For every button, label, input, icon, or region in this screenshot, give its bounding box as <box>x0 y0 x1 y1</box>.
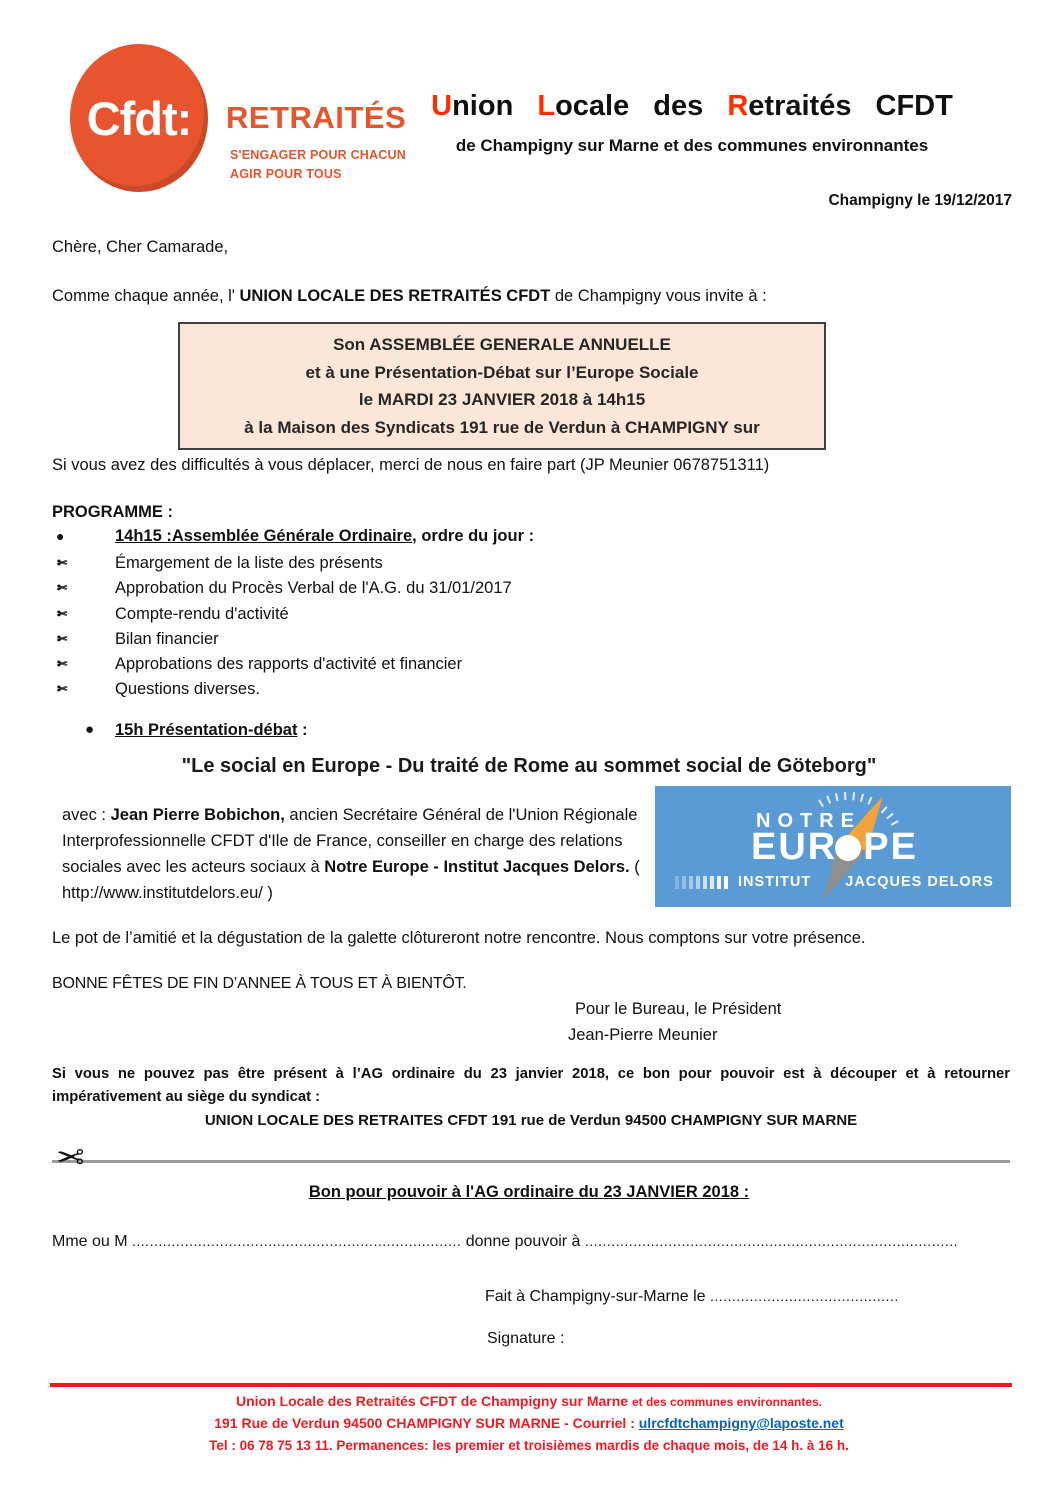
title-part: ocale <box>555 90 630 122</box>
list-item-text: Approbation du Procès Verbal de l'A.G. du 31/01/2017 <box>115 579 512 598</box>
ne-logo-pe: PE <box>863 826 918 868</box>
speaker-part: ancien Secrétaire Général de l'Union Régionale Interprofessionnelle CFDT d'Ile de France, conseiller en charge des relations sociales avec les acteurs sociaux à <box>62 806 638 877</box>
invitation-line-2: et à une Présentation-Débat sur l’Europe Sociale <box>305 362 699 382</box>
list-item-text: Émargement de la liste des présents <box>115 554 383 572</box>
programme-item-title: 15h Présentation-débat <box>115 721 298 739</box>
coupon-signature-label: Signature : <box>487 1330 565 1347</box>
coupon-title: Bon pour pouvoir à l'AG ordinaire du 23 JANVIER 2018 : <box>308 1183 750 1201</box>
footer-line-3: Tel : 06 78 75 13 11. Permanences: les premier et troisièmes mardis de chaque mois, de 14 h. à 16 h. <box>209 1438 849 1453</box>
closing-greetings-line: BONNE FÊTES DE FIN D’ANNEE À TOUS ET À BIENTÔT. <box>52 975 467 992</box>
list-item-text: Compte-rendu d'activité <box>115 604 289 623</box>
list-item <box>52 551 952 576</box>
footer-divider <box>50 1383 1012 1387</box>
invitation-box <box>178 322 826 450</box>
programme-item-title: 14h15 :Assemblée Générale Ordinaire <box>115 527 413 545</box>
detach-return-address: UNION LOCALE DES RETRAITES CFDT 191 rue de Verdun 94500 CHAMPIGNY SUR MARNE <box>204 1112 858 1129</box>
ne-logo-eur: EUR <box>751 826 838 868</box>
wingding-bullet-icon: ✄ <box>57 607 68 620</box>
list-item <box>52 576 952 601</box>
list-item-text: Bilan financier <box>115 629 219 648</box>
ne-logo-jacques-delors: JACQUES DELORS <box>845 874 994 890</box>
coupon-proxy-line <box>52 1233 1032 1251</box>
ne-logo-notre: NOTRE <box>756 810 861 832</box>
intro-line <box>52 287 767 306</box>
list-item <box>52 627 952 652</box>
fill-in-blank: ..................................................................................... <box>584 1233 959 1249</box>
bullet-dot-icon: ● <box>85 721 95 738</box>
page-subtitle <box>368 136 1016 156</box>
wingding-bullet-icon: ✄ <box>57 683 68 696</box>
programme-heading: PROGRAMME : <box>52 503 173 521</box>
footer-org-suffix: et des communes environnantes. <box>631 1395 823 1409</box>
speaker-name: Jean Pierre Bobichon, <box>110 806 285 824</box>
intro-part: de Champigny vous invite à : <box>550 287 767 305</box>
footer-org-name: Union Locale des Retraités CFDT de Champigny sur Marne <box>235 1393 632 1409</box>
ne-logo-europe <box>751 826 918 869</box>
subtitle-part: et des communes environnantes <box>658 136 929 155</box>
programme-item-14h15 <box>52 527 1015 546</box>
coupon-date-line <box>485 1288 899 1306</box>
cfdt-logo-text: Cfdt: <box>86 91 192 145</box>
signoff-role: Pour le Bureau, le Président <box>575 1000 782 1018</box>
difficulties-line: Si vous avez des difficultés à vous déplacer, merci de nous en faire part (JP Meunier 0678751311) <box>52 456 770 474</box>
detach-notice-line-2: impérativement au siège du syndicat : <box>52 1089 321 1105</box>
logo-brand-retraites: RETRAITÉS <box>226 100 407 135</box>
list-item <box>52 677 952 702</box>
title-part: nion <box>452 90 538 122</box>
cfdt-logo-icon <box>70 44 208 192</box>
invitation-line-4: à la Maison des Syndicats 191 rue de Verdun à CHAMPIGNY sur <box>244 417 760 437</box>
detach-notice-line-1: Si vous ne pouvez pas être présent à l’AG ordinaire du 23 janvier 2018, ce bon pour pouvoir est à découper et à retourner <box>52 1066 1010 1082</box>
bullet-dot-icon: ● <box>56 528 65 544</box>
programme-item-rest: : <box>297 721 308 739</box>
scissors-icon: ✂ <box>56 1139 85 1177</box>
title-part: des <box>629 90 728 122</box>
title-part: CFDT <box>851 90 953 122</box>
speaker-part: avec : <box>62 806 111 824</box>
fill-in-blank: ........................................... <box>709 1288 899 1304</box>
meter-bars-icon <box>675 876 728 889</box>
closing-pot-line: Le pot de l’amitié et la dégustation de la galette clôtureront notre rencontre. Nous comptons sur votre présence. <box>52 929 866 947</box>
list-item-text: Approbations des rapports d'activité et financier <box>115 655 463 674</box>
footer-address: 191 Rue de Verdun 94500 CHAMPIGNY SUR MARNE - Courriel : <box>214 1415 639 1431</box>
greeting: Chère, Cher Camarade, <box>52 238 229 256</box>
fill-in-blank: ........................................................................... <box>132 1233 462 1249</box>
wingding-bullet-icon: ✄ <box>57 582 68 595</box>
institute-name: Notre Europe - Institut Jacques Delors. <box>324 858 630 877</box>
speaker-paragraph <box>62 802 646 906</box>
wingding-bullet-icon: ✄ <box>57 657 68 671</box>
title-initial-u: U <box>431 90 453 122</box>
subtitle-part: de <box>455 136 481 155</box>
page-title <box>368 90 1016 123</box>
invitation-line-3: le MARDI 23 JANVIER 2018 à 14h15 <box>358 390 646 410</box>
wingding-bullet-icon: ✄ <box>57 556 68 570</box>
notre-europe-logo <box>655 786 1011 907</box>
signoff-name: Jean-Pierre Meunier <box>568 1026 718 1044</box>
coupon-mme-label: Mme ou M <box>52 1233 133 1250</box>
subtitle-city: Champigny sur Marne <box>480 136 659 155</box>
footer-line-1 <box>0 1393 1058 1409</box>
footer-email-link[interactable]: ulrcfdtchampigny@laposte.net <box>638 1415 844 1431</box>
date-line: Champigny le 19/12/2017 <box>828 192 1012 209</box>
coupon-pouvoir-label: donne pouvoir à <box>461 1233 585 1250</box>
list-item-text: Questions diverses. <box>115 680 260 699</box>
intro-part: Comme chaque année, l' <box>52 287 240 305</box>
logo-tagline-1: S'ENGAGER POUR CHACUN <box>230 148 406 162</box>
title-part: etraités <box>748 90 852 122</box>
coupon-fait-label: Fait à Champigny-sur-Marne le <box>485 1288 710 1305</box>
logo-tagline-2: AGIR POUR TOUS <box>230 167 342 182</box>
title-initial-l: L <box>537 90 556 122</box>
ne-logo-institut-row <box>675 874 994 890</box>
footer-line-2 <box>0 1415 1058 1431</box>
intro-org-name: UNION LOCALE DES RETRAITÉS CFDT <box>239 287 551 305</box>
list-item <box>52 602 952 627</box>
debate-title: "Le social en Europe - Du traité de Rome au sommet social de Göteborg" <box>181 755 877 777</box>
title-initial-r: R <box>727 90 749 122</box>
programme-item-15h <box>52 721 308 740</box>
ne-logo-institut: INSTITUT <box>738 874 812 890</box>
agenda-sub-list <box>52 551 952 703</box>
institute-url-text: ( http://www.institutdelors.eu/ ) <box>62 858 640 903</box>
cut-line <box>52 1160 1010 1163</box>
list-item <box>52 652 952 677</box>
wingding-bullet-icon: ✄ <box>57 632 68 646</box>
invitation-line-1: Son ASSEMBLÉE GENERALE ANNUELLE <box>333 335 671 354</box>
programme-item-rest: , ordre du jour : <box>412 527 535 545</box>
